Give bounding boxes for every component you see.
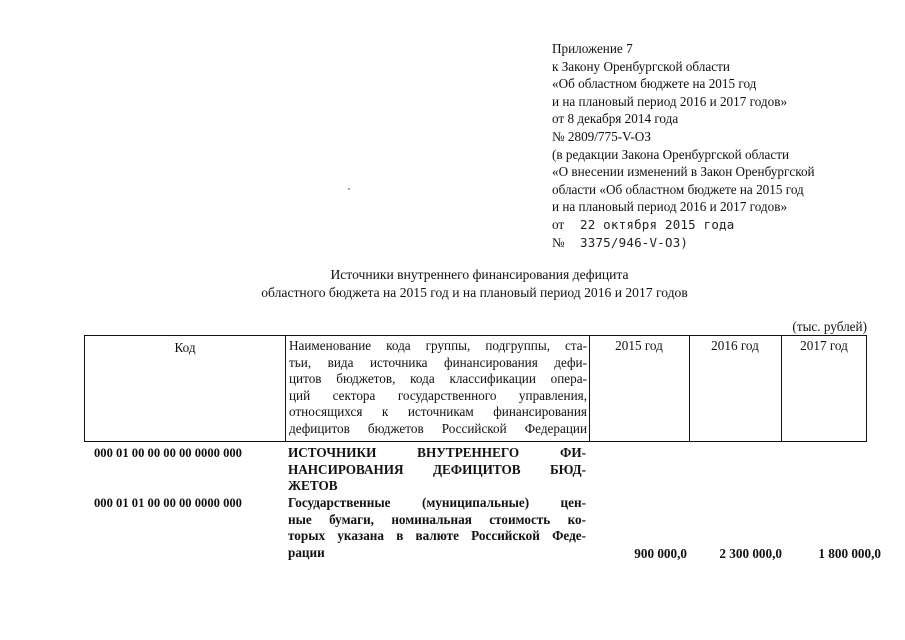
appendix-line: к Закону Оренбургской области xyxy=(552,58,730,74)
row-name xyxy=(288,495,586,561)
header-name-line: тьи, вида источника финансирования дефи- xyxy=(289,354,587,370)
title-line-1: Источники внутреннего финансирования дефицита xyxy=(330,267,629,282)
appendix-line: и на плановый период 2016 и 2017 годов» xyxy=(552,199,788,215)
row-name-line: торых указана в валюте Российской Феде- xyxy=(288,528,586,544)
row-name-line: ные бумаги, номинальная стоимость ко- xyxy=(288,511,586,527)
number-prefix: № xyxy=(552,234,565,250)
amendment-number-row xyxy=(552,234,892,252)
title-line-2: областного бюджета на 2015 год и на плановый период 2016 и 2017 годов xyxy=(261,285,688,301)
amendment-date-row xyxy=(552,216,892,234)
row-name-line: НАНСИРОВАНИЯ ДЕФИЦИТОВ БЮД- xyxy=(288,461,586,477)
appendix-line: № 2809/775-V-ОЗ xyxy=(552,128,651,144)
appendix-line: «О внесении изменений в Закон Оренбургской xyxy=(552,164,815,180)
scan-speck xyxy=(348,188,350,190)
header-name-line: относящихся к источникам финансирования xyxy=(289,404,587,420)
row-code: 000 01 00 00 00 00 0000 000 xyxy=(94,446,242,460)
date-prefix: от xyxy=(552,216,565,232)
appendix-line: (в редакции Закона Оренбургской области xyxy=(552,146,790,162)
header-2017: 2017 год xyxy=(800,338,848,353)
table-header xyxy=(84,335,867,442)
amendment-date: 22 октября 2015 года xyxy=(580,216,735,232)
value-2017: 1 800 000,0 xyxy=(818,546,881,561)
appendix-line: области «Об областном бюджете на 2015 год xyxy=(552,181,804,197)
header-name-line: ций сектора государственного управления, xyxy=(289,387,587,403)
column-divider xyxy=(285,336,286,441)
row-name xyxy=(288,445,586,495)
header-name-line: дефицитов бюджетов Российской Федерации xyxy=(289,420,587,436)
appendix-line: от 8 декабря 2014 года xyxy=(552,111,679,127)
header-name-line: Наименование кода группы, подгруппы, ста- xyxy=(289,338,587,353)
header-name xyxy=(289,338,587,438)
header-name-line: цитов бюджетов, кода классификации опера- xyxy=(289,371,587,387)
document-title xyxy=(0,266,905,303)
amendment-number: 3375/946-V-ОЗ) xyxy=(580,234,689,250)
row-name-line: ИСТОЧНИКИ ВНУТРЕННЕГО ФИ- xyxy=(288,445,586,460)
value-2015: 900 000,0 xyxy=(634,546,687,561)
appendix-line: Приложение 7 xyxy=(552,41,633,56)
row-name-line: ЖЕТОВ xyxy=(288,478,338,494)
appendix-line: «Об областном бюджете на 2015 год xyxy=(552,76,757,92)
appendix-line: и на плановый период 2016 и 2017 годов» xyxy=(552,93,788,109)
row-code: 000 01 01 00 00 00 0000 000 xyxy=(94,496,242,510)
appendix-block xyxy=(552,40,892,251)
row-name-line: рации xyxy=(288,544,325,560)
header-2016: 2016 год xyxy=(711,338,759,353)
units-label: (тыс. рублей) xyxy=(792,319,867,334)
row-name-line: Государственные (муниципальные) цен- xyxy=(288,495,586,510)
header-2015: 2015 год xyxy=(615,338,663,353)
header-code: Код xyxy=(174,340,196,355)
value-2016: 2 300 000,0 xyxy=(719,546,782,561)
